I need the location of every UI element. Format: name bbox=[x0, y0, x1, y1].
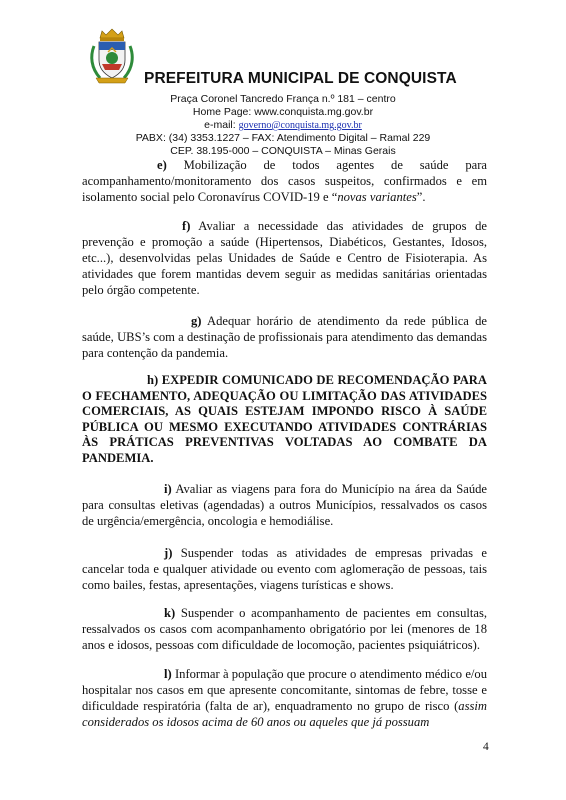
item-f-label: f) bbox=[182, 219, 191, 233]
item-k-paragraph bbox=[82, 605, 487, 653]
item-e-label: e) bbox=[157, 158, 167, 172]
email-link[interactable]: governo@conquista.mg.gov.br bbox=[238, 120, 362, 131]
item-j-label: j) bbox=[164, 546, 173, 560]
municipality-title: PREFEITURA MUNICIPAL DE CONQUISTA bbox=[144, 70, 457, 87]
item-l-text: Informar à população que procure o atendimento médico e/ou hospitalar nos casos em que apresente concomitante, sintomas de febre, tosse e dificuldade respiratória (falta de ar), enquadramento no grupo de risco ( bbox=[82, 667, 487, 713]
municipal-crest-icon bbox=[88, 28, 136, 84]
phones-line: PABX: (34) 3353.1227 – FAX: Atendimento Digital – Ramal 229 bbox=[135, 132, 431, 144]
item-h-label: h) bbox=[147, 373, 159, 387]
item-i-paragraph bbox=[82, 481, 487, 529]
item-i-text: Avaliar as viagens para fora do Município na área da Saúde para consultas eletivas (agendadas) a outros Municípios, ressalvados os casos de urgência/emergência, oncologia e hemodiálise. bbox=[82, 482, 487, 528]
item-g-text: Adequar horário de atendimento da rede pública de saúde, UBS’s com a destinação de profissionais para atendimento das demandas para contenção da pandemia. bbox=[82, 314, 487, 360]
homepage-line: Home Page: www.conquista.mg.gov.br bbox=[192, 106, 374, 118]
item-e-text-end: ”. bbox=[416, 190, 426, 204]
item-k-label: k) bbox=[164, 606, 176, 620]
item-f-text: Avaliar a necessidade das atividades de grupos de prevenção e promoção a saúde (Hipertensos, Diabéticos, Gestantes, Idosos, etc...), desenvolvidas pelas Unidades de Saúde e Centro de Fisioterapia. As atividades que forem mantidas devem seguir as medidas sanitárias orientadas pelo órgão competente. bbox=[82, 219, 487, 297]
item-g-label: g) bbox=[191, 314, 202, 328]
item-g-paragraph bbox=[82, 313, 487, 361]
item-j-text: Suspender todas as atividades de empresas privadas e cancelar toda e qualquer atividade ou evento com aglomeração de pessoas, tais como bailes, festas, apresentações, viagens turísticas e shows. bbox=[82, 546, 487, 592]
email-line bbox=[0, 119, 566, 131]
item-l-emphasis: assim considerados os idosos acima de 60 anos ou aqueles que já possuam bbox=[82, 699, 487, 729]
item-h-text: EXPEDIR COMUNICADO DE RECOMENDAÇÃO PARA O FECHAMENTO, ADEQUAÇÃO OU LIMITAÇÃO DAS ATIVIDADES COMERCIAIS, AS QUAIS ESTEJAM IMPONDO RISCO À SAÚDE PÚBLICA OU MESMO EXECUTANDO ATIVIDADES CONTRÁRIAS ÀS PRÁTICAS PREVENTIVAS VOLTADAS AO COMBATE DA PANDEMIA. bbox=[82, 373, 487, 465]
address-line: Praça Coronel Tancredo França n.º 181 – centro bbox=[170, 93, 396, 105]
page-number: 4 bbox=[483, 741, 489, 753]
item-e-paragraph bbox=[82, 157, 487, 205]
item-e-text: Mobilização de todos agentes de saúde para acompanhamento/monitoramento dos casos suspeitos, confirmados e em isolamento social pelo Coronavírus COVID-19 e “ bbox=[82, 158, 487, 204]
item-e-emphasis: novas variantes bbox=[337, 190, 417, 204]
item-i-label: i) bbox=[164, 482, 172, 496]
item-f-paragraph bbox=[82, 218, 487, 298]
item-h-paragraph bbox=[82, 373, 487, 466]
item-l-label: l) bbox=[164, 667, 172, 681]
item-l-paragraph bbox=[82, 666, 487, 730]
email-label: e-mail: bbox=[204, 119, 239, 131]
cep-line: CEP. 38.195-000 – CONQUISTA – Minas Gerais bbox=[170, 145, 396, 157]
item-j-paragraph bbox=[82, 545, 487, 593]
item-k-text: Suspender o acompanhamento de pacientes em consultas, ressalvados os casos com acompanhamento obrigatório por lei (menores de 18 anos e idosos, pessoas com dificuldade de locomoção, pacientes psiquiátricos). bbox=[82, 606, 487, 652]
